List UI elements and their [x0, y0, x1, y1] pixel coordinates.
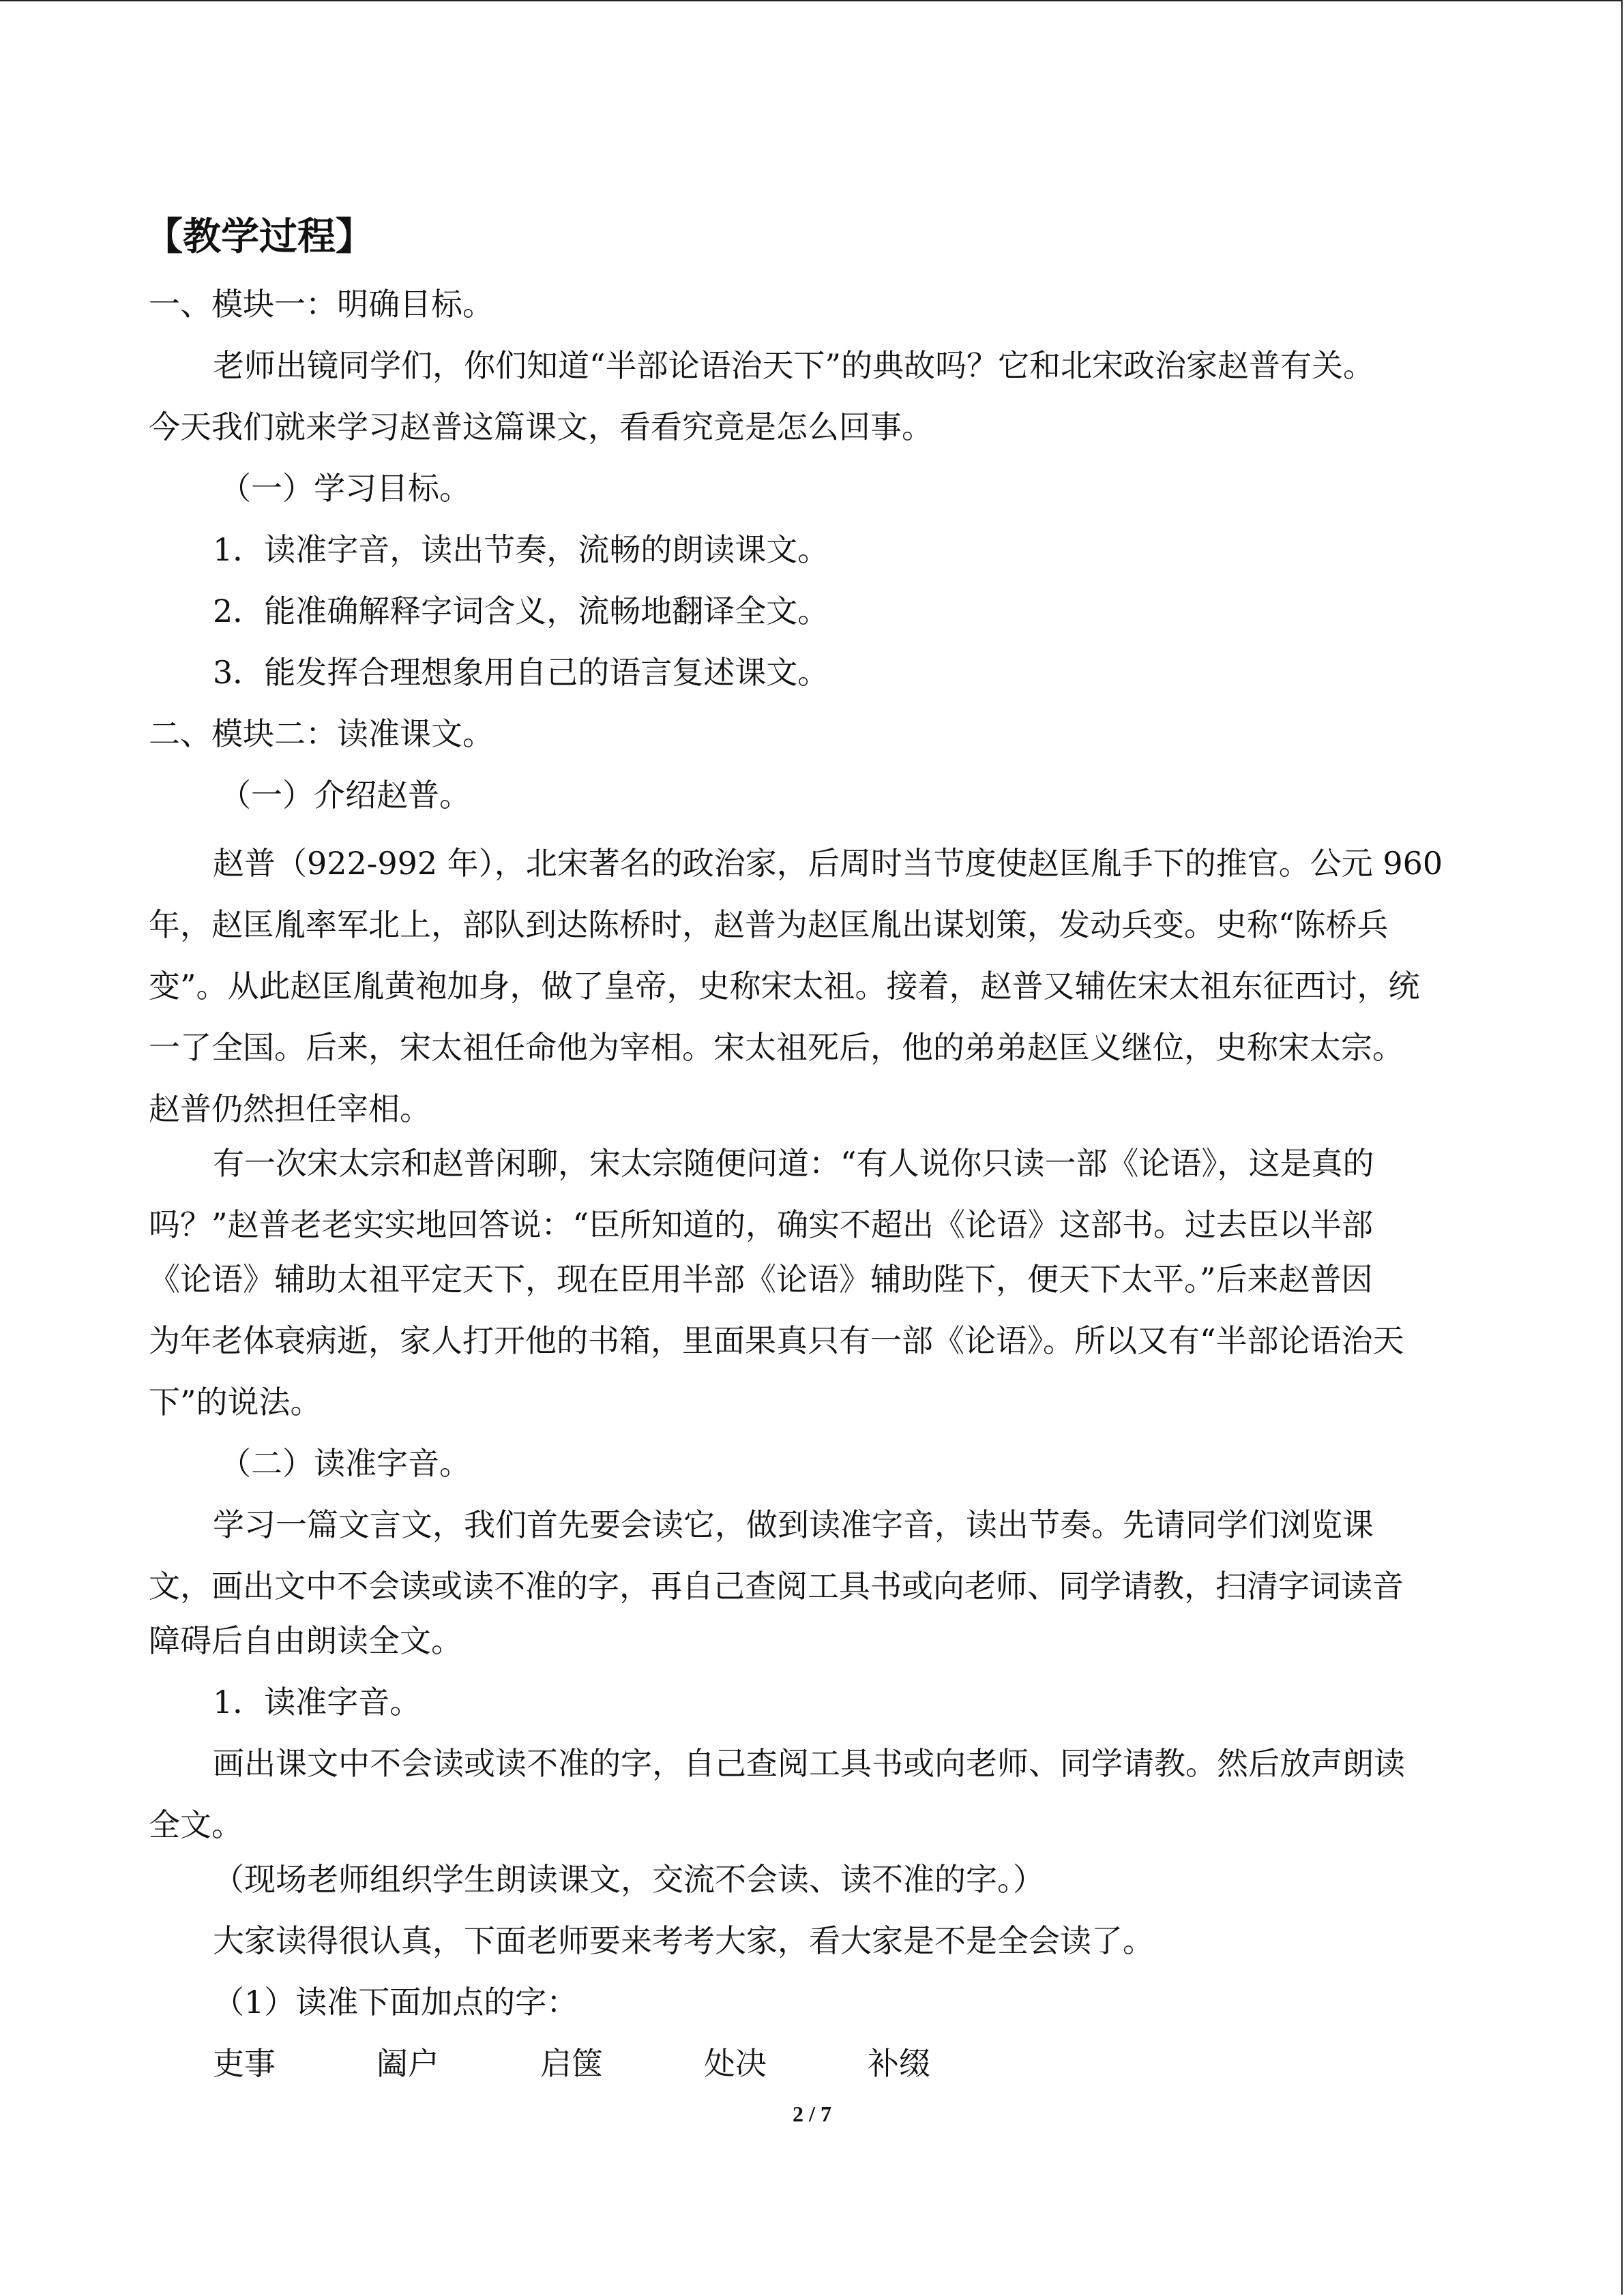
- note-line: （现场老师组织学生朗读课文，交流不会读、读不准的字。）: [213, 1861, 1044, 1898]
- subheading-pronunciation: （二）读准字音。: [220, 1445, 471, 1482]
- vocab-word: 处决: [704, 2045, 767, 2082]
- paragraph-line: 障碍后自由朗读全文。: [149, 1622, 462, 1659]
- paragraph-line: 有一次宋太宗和赵普闲聊，宋太宗随便问道：“有人说你只读一部《论语》，这是真的: [213, 1145, 1374, 1182]
- subheading-objectives: （一）学习目标。: [220, 470, 471, 507]
- paragraph-line: 今天我们就来学习赵普这篇课文，看看究竟是怎么回事。: [149, 408, 933, 445]
- paragraph-line: 为年老体衰病逝，家人打开他的书箱，里面果真只有一部《论语》。所以又有“半部论语治天: [149, 1322, 1404, 1359]
- subheading-intro: （一）介绍赵普。: [220, 777, 471, 814]
- module-2-title: 二、模块二：读准课文。: [149, 715, 494, 752]
- paragraph-line: 下”的说法。: [149, 1384, 322, 1420]
- paragraph-line: 赵普仍然担任宰相。: [149, 1090, 431, 1127]
- paragraph-line: 大家读得很认真，下面老师要来考考大家，看大家是不是全会读了。: [213, 1922, 1154, 1959]
- paragraph-line: 年，赵匡胤率军北上，部队到达陈桥时，赵普为赵匡胤出谋划策，发动兵变。史称“陈桥兵: [149, 906, 1389, 943]
- objective-item: 2．能准确解释字词含义，流畅地翻译全文。: [213, 593, 829, 629]
- exercise-prompt: （1）读准下面加点的字：: [213, 1984, 578, 2021]
- module-1-title: 一、模块一：明确目标。: [149, 286, 494, 323]
- vocab-word: 吏事: [213, 2045, 276, 2082]
- paragraph-line: 全文。: [149, 1806, 243, 1843]
- vocab-word: 阖户: [377, 2045, 439, 2082]
- paragraph-line: 赵普（922-992 年），北宋著名的政治家，后周时当节度使赵匡胤手下的推官。公元 960: [213, 845, 1443, 882]
- paragraph-line: 老师出镜同学们，你们知道“半部论语治天下”的典故吗？它和北宋政治家赵普有关。: [213, 347, 1375, 384]
- paragraph-line: 文，画出文中不会读或读不准的字，再自己查阅工具书或向老师、同学请教，扫清字词读音: [149, 1568, 1404, 1605]
- paragraph-line: 吗？”赵普老老实实地回答说：“臣所知道的，确实不超出《论语》这部书。过去臣以半部: [149, 1206, 1374, 1243]
- paragraph-line: 画出课文中不会读或读不准的字，自己查阅工具书或向老师、同学请教。然后放声朗读: [213, 1745, 1405, 1782]
- paragraph-line: 《论语》辅助太祖平定天下，现在臣用半部《论语》辅助陛下，便天下太平。”后来赵普因: [149, 1261, 1373, 1298]
- objective-item: 3．能发挥合理想象用自己的语言复述课文。: [213, 654, 829, 691]
- paragraph-line: 变”。从此赵匡胤黄袍加身，做了皇帝，史称宋太祖。接着，赵普又辅佐宋太祖东征西讨，统: [149, 968, 1420, 1004]
- paragraph-line: 一了全国。后来，宋太祖任命他为宰相。宋太祖死后，他的弟弟赵匡义继位，史称宋太宗。: [149, 1029, 1404, 1066]
- section-heading: 【教学过程】: [145, 214, 374, 259]
- step-title: 1．读准字音。: [213, 1684, 422, 1720]
- vocab-word: 启箧: [540, 2045, 603, 2082]
- paragraph-line: 学习一篇文言文，我们首先要会读它，做到读准字音，读出节奏。先请同学们浏览课: [213, 1506, 1374, 1543]
- page-number: 2 / 7: [793, 2102, 831, 2126]
- vocab-word: 补缀: [868, 2045, 930, 2082]
- objective-item: 1．读准字音，读出节奏，流畅的朗读课文。: [213, 531, 829, 568]
